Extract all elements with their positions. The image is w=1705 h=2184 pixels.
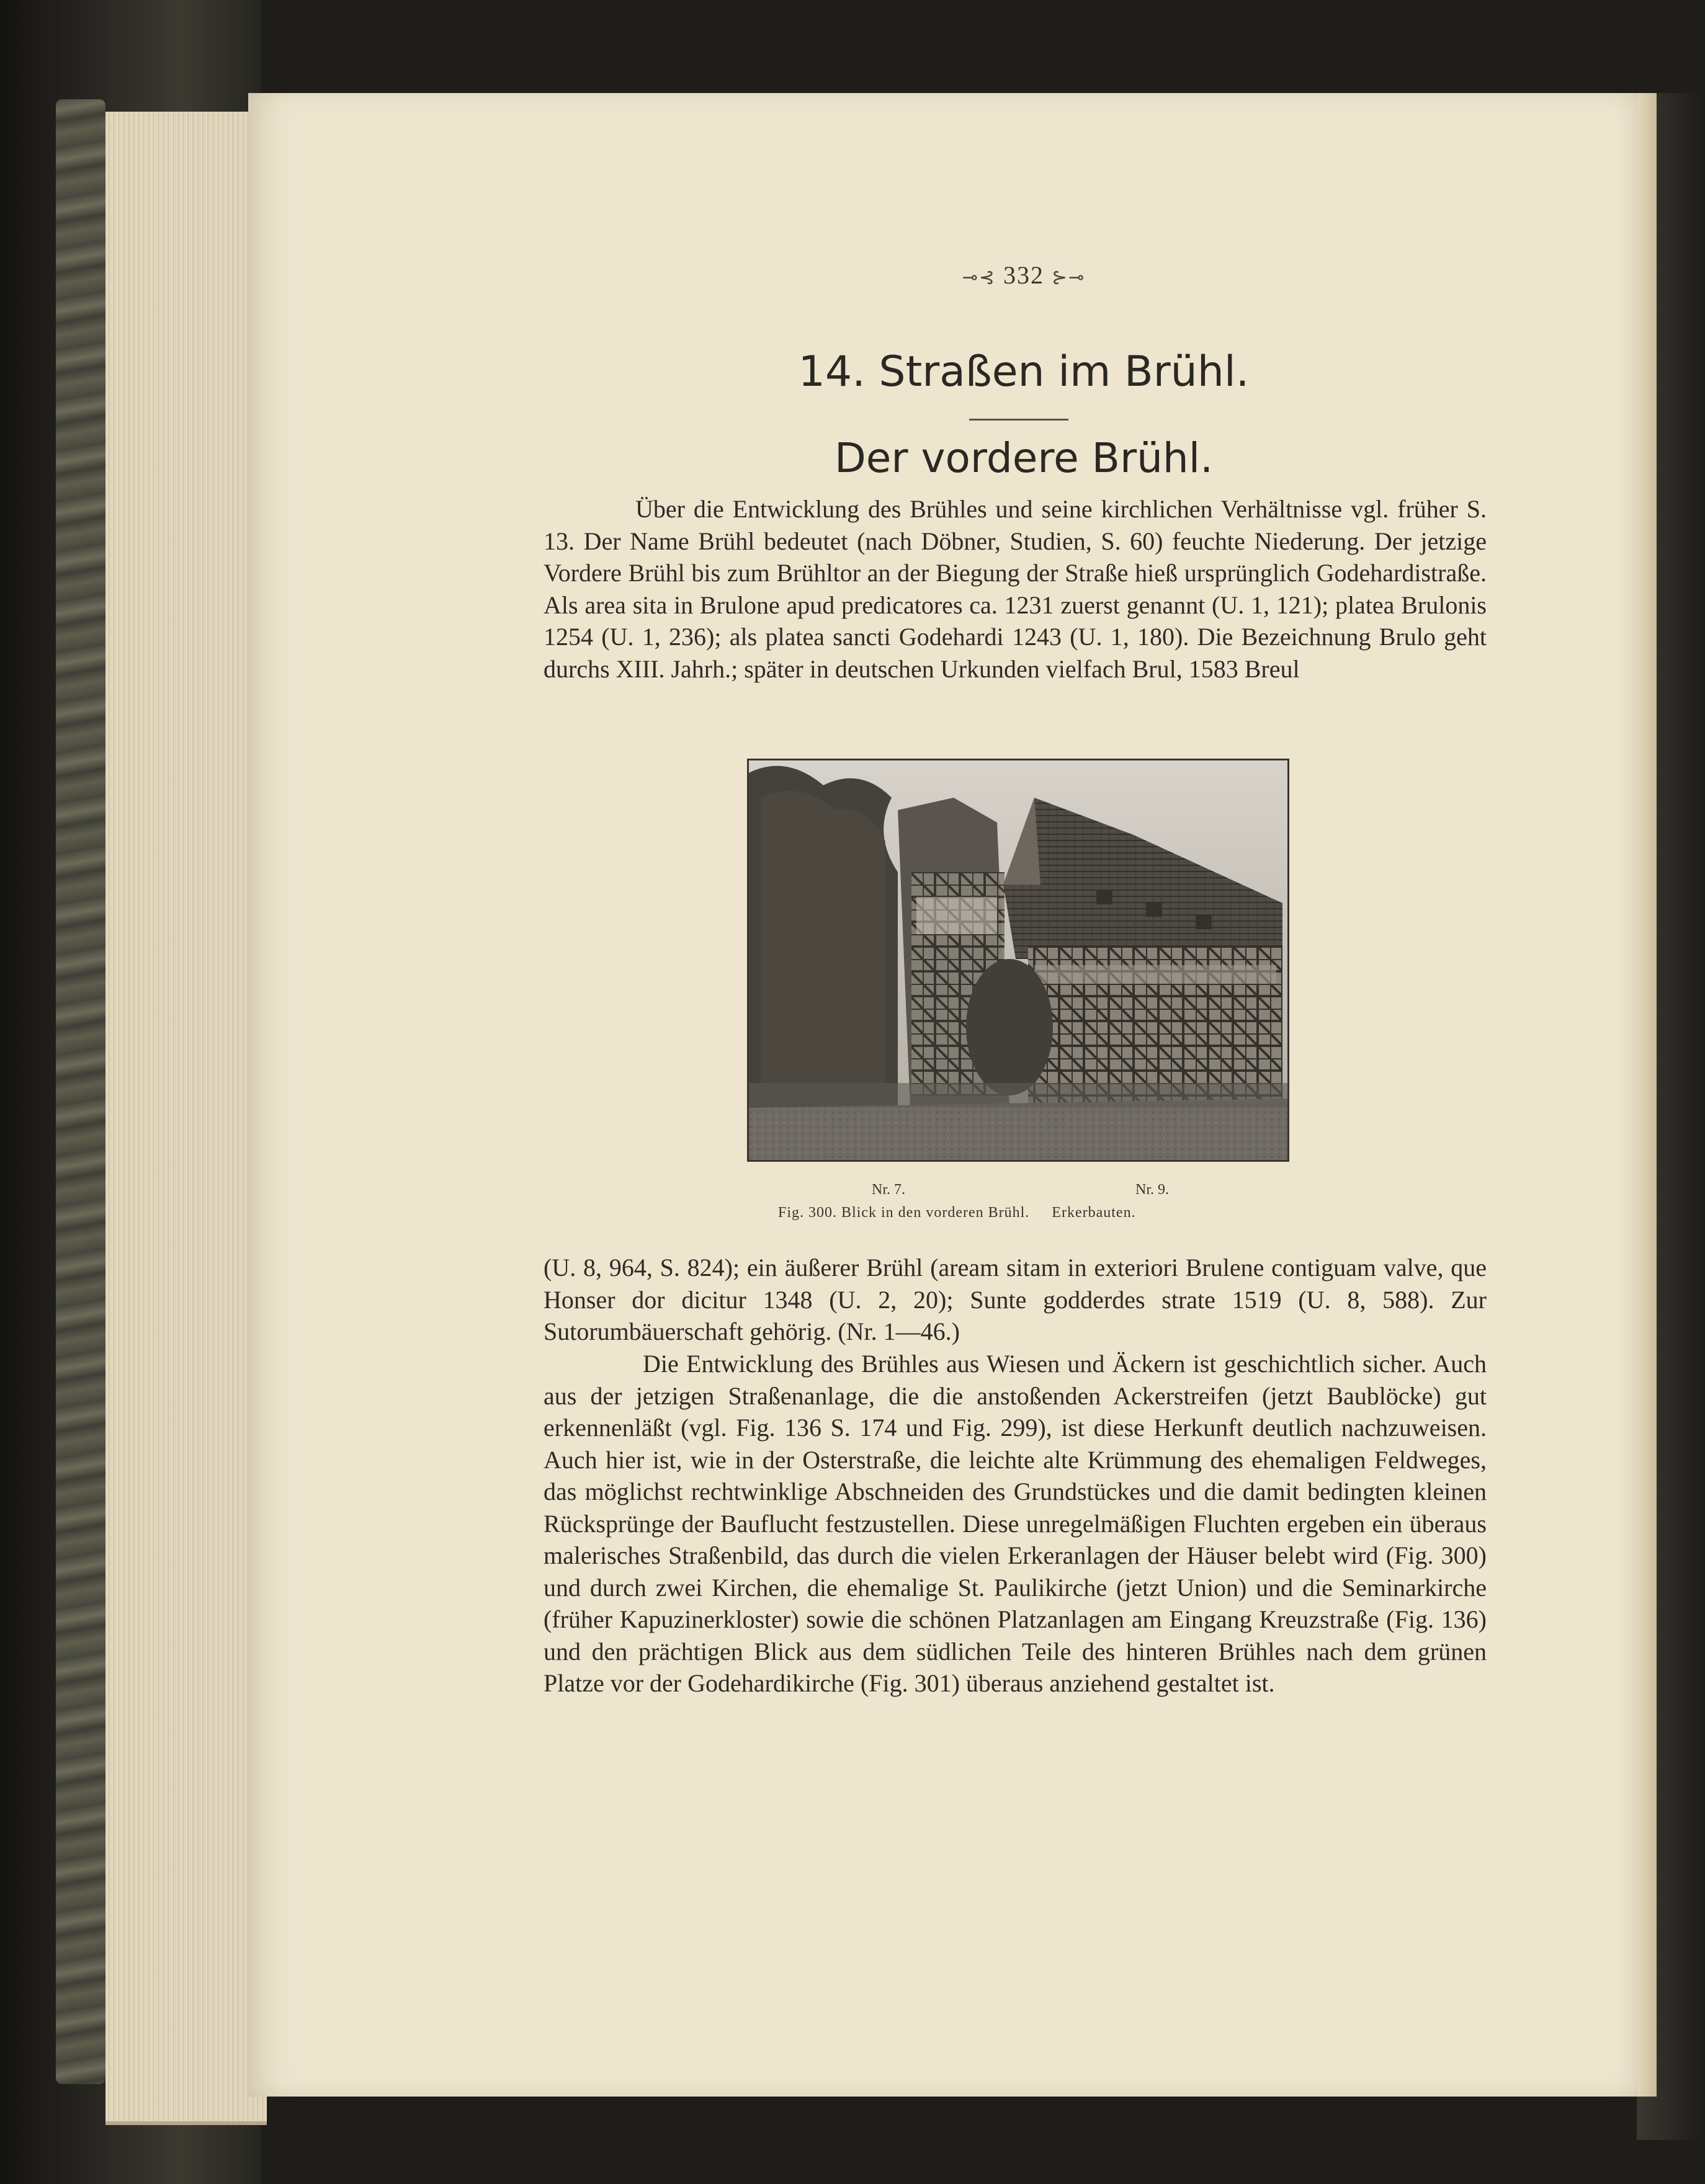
marbled-edge [56, 99, 105, 2084]
page-stack [105, 112, 267, 2125]
figure-label-nr7: Nr. 7. [872, 1182, 905, 1198]
page-edge-right [1638, 93, 1657, 2097]
figure-caption [778, 1205, 1274, 1221]
figure-caption-secondary: Erkerbauten. [1052, 1205, 1136, 1221]
figure-photo [747, 759, 1289, 1162]
figure-caption-main: Fig. 300. Blick in den vorderen Brühl. [778, 1205, 1030, 1221]
ornament-right-icon: ⊱⊸ [1052, 267, 1086, 288]
ornament-left-icon: ⊸⊰ [962, 267, 996, 288]
page-number-text: 332 [1003, 261, 1044, 289]
paragraph-intro: Über die Entwicklung des Brühles und seine kirchlichen Verhältnisse vgl. früher S. 13. Der Name Brühl bedeutet (nach Döbner, Studien, S. 60) feuchte Niederung. Der jetzige Vordere Brühl bis zum Brühltor an der Biegung der Straße hieß ursprünglich Godehardistraße. Als area sita in Brulone apud predicatores ca. 1231 zuerst genannt (U. 1, 121); platea Brulonis 1254 (U. 1, 236); als platea sancti Godehardi 1243 (U. 1, 180). Die Bezeichnung Brulo geht durchs XIII. Jahrh.; später in deutschen Urkunden vielfach Brul, 1583 Breul [544, 495, 1487, 683]
chapter-title: 14. Straßen im Brühl. [798, 347, 1250, 396]
paragraph-continuation: (U. 8, 964, S. 824); ein äußerer Brühl (aream sitam in exteriori Brulene contiguam valve, que Honser dor dicitur 1348 (U. 2, 20); Sunte godderdes strate 1519 (U. 8, 588). Zur Sutorumbäuerschaft gehörig. (Nr. 1—46.) [544, 1254, 1487, 1345]
title-divider [969, 419, 1068, 421]
half-timbered-houses-photo [749, 760, 1287, 1160]
page-number [869, 261, 1179, 290]
figure-label-nr9: Nr. 9. [1135, 1182, 1169, 1198]
paragraph-development: Die Entwicklung des Brühles aus Wiesen und Äckern ist geschichtlich sicher. Auch aus der jetzigen Straßenanlage, die die anstoßenden Ackerstreifen (jetzt Baublöcke) gut erkennenläßt (vgl. Fig. 136 S. 174 und Fig. 299), ist diese Herkunft deutlich nachzuweisen. Auch hier ist, wie in der Osterstraße, die leichte alte Krümmung des ehemaligen Feldweges, das möglichst rechtwinklige Abschneiden des Grundstückes und die damit bedingten kleinen Rücksprünge der Bauflucht festzustellen. Diese unregelmäßigen Fluchten ergeben ein überaus malerisches Straßenbild, das durch die vielen Erkeranlagen der Häuser belebt wird (Fig. 300) und durch zwei Kirchen, die ehemalige St. Paulikirche (jetzt Union) und die Seminarkirche (früher Kapuzinerkloster) sowie die schönen Platzanlagen am Eingang Kreuzstraße (Fig. 136) und den prächtigen Blick aus dem südlichen Teile des hinteren Brühles nach dem grünen Platze vor der Godehardikirche (Fig. 301) überaus anziehend gestaltet ist. [544, 1350, 1487, 1697]
section-title: Der vordere Brühl. [834, 434, 1214, 482]
